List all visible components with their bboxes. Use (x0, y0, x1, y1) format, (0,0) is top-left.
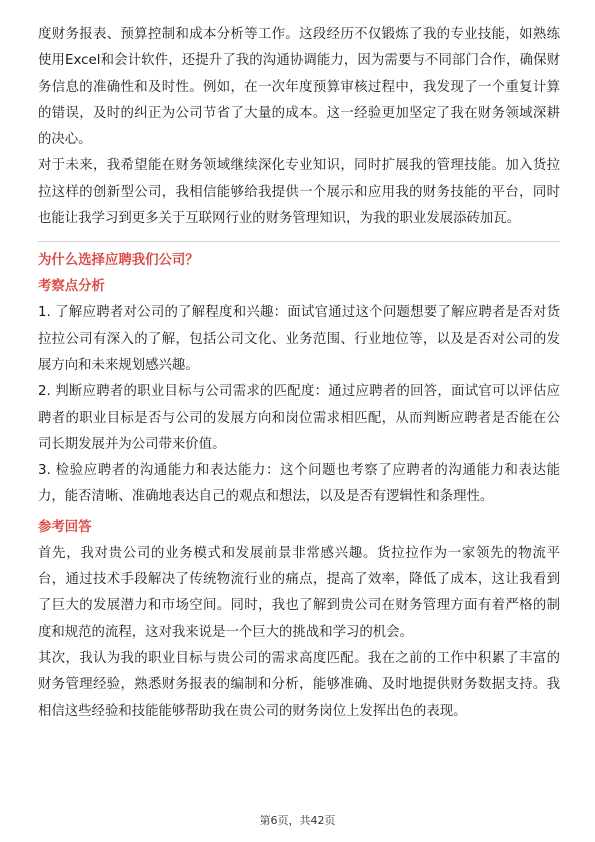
reference-paragraph-2: 其次，我认为我的职业目标与贵公司的需求高度匹配。我在之前的工作中积累了丰富的财务管理经验，熟悉财务报表的编制和分析，能够准确、及时地提供财务数据支持。我相信这些经验和技能能够帮助我在贵公司的财务岗位上发挥出色的表现。 (38, 650, 560, 719)
reference-paragraph-1: 首先，我对贵公司的业务模式和发展前景非常感兴趣。货拉拉作为一家领先的物流平台，通过技术手段解决了传统物流行业的痛点，提高了效率，降低了成本，这让我看到了巨大的发展潜力和市场空间。同时，我也了解到贵公司在财务管理方面有着严格的制度和规范的流程，这对我来说是一个巨大的挑战和学习的机会。 (38, 545, 560, 640)
reference-heading: 参考回答 (38, 519, 92, 535)
question-title: 为什么选择应聘我们公司？ (38, 253, 199, 269)
document-page (38, 22, 560, 725)
analysis-item-1: 1. 了解应聘者对公司的了解程度和兴趣：面试官通过这个问题想要了解应聘者是否对货拉拉公司有深入的了解，包括公司文化、业务范围、行业地位等，以及是否对公司的发展方向和未来规划感兴趣。 (38, 305, 560, 373)
analysis-item-2: 2. 判断应聘者的职业目标与公司需求的匹配度：通过应聘者的回答，面试官可以评估应聘者的职业目标是否与公司的发展方向和岗位需求相匹配，从而判断应聘者是否能在公司长期发展并为公司带来价值。 (38, 384, 560, 452)
intro-paragraph-1: 度财务报表、预算控制和成本分析等工作。这段经历不仅锻炼了我的专业技能，如熟练使用Excel和会计软件，还提升了我的沟通协调能力，因为需要与不同部门合作，确保财务信息的准确性和及时性。例如，在一次年度预算审核过程中，我发现了一个重复计算的错误，及时的纠正为公司节省了大量的成本。这一经验更加坚定了我在财务领域深耕的决心。 (38, 27, 560, 148)
intro-paragraph-2: 对于未来，我希望能在财务领域继续深化专业知识，同时扩展我的管理技能。加入货拉拉这样的创新型公司，我相信能够给我提供一个展示和应用我的财务技能的平台，同时也能让我学习到更多关于互联网行业的财务管理知识，为我的职业发展添砖加瓦。 (38, 158, 560, 227)
section-divider (38, 241, 560, 242)
analysis-heading: 考察点分析 (38, 279, 105, 295)
analysis-item-3: 3. 检验应聘者的沟通能力和表达能力：这个问题也考察了应聘者的沟通能力和表达能力，能否清晰、准确地表达自己的观点和想法，以及是否有逻辑性和条理性。 (38, 463, 560, 505)
page-footer: 第6页，共42页 (259, 814, 336, 827)
